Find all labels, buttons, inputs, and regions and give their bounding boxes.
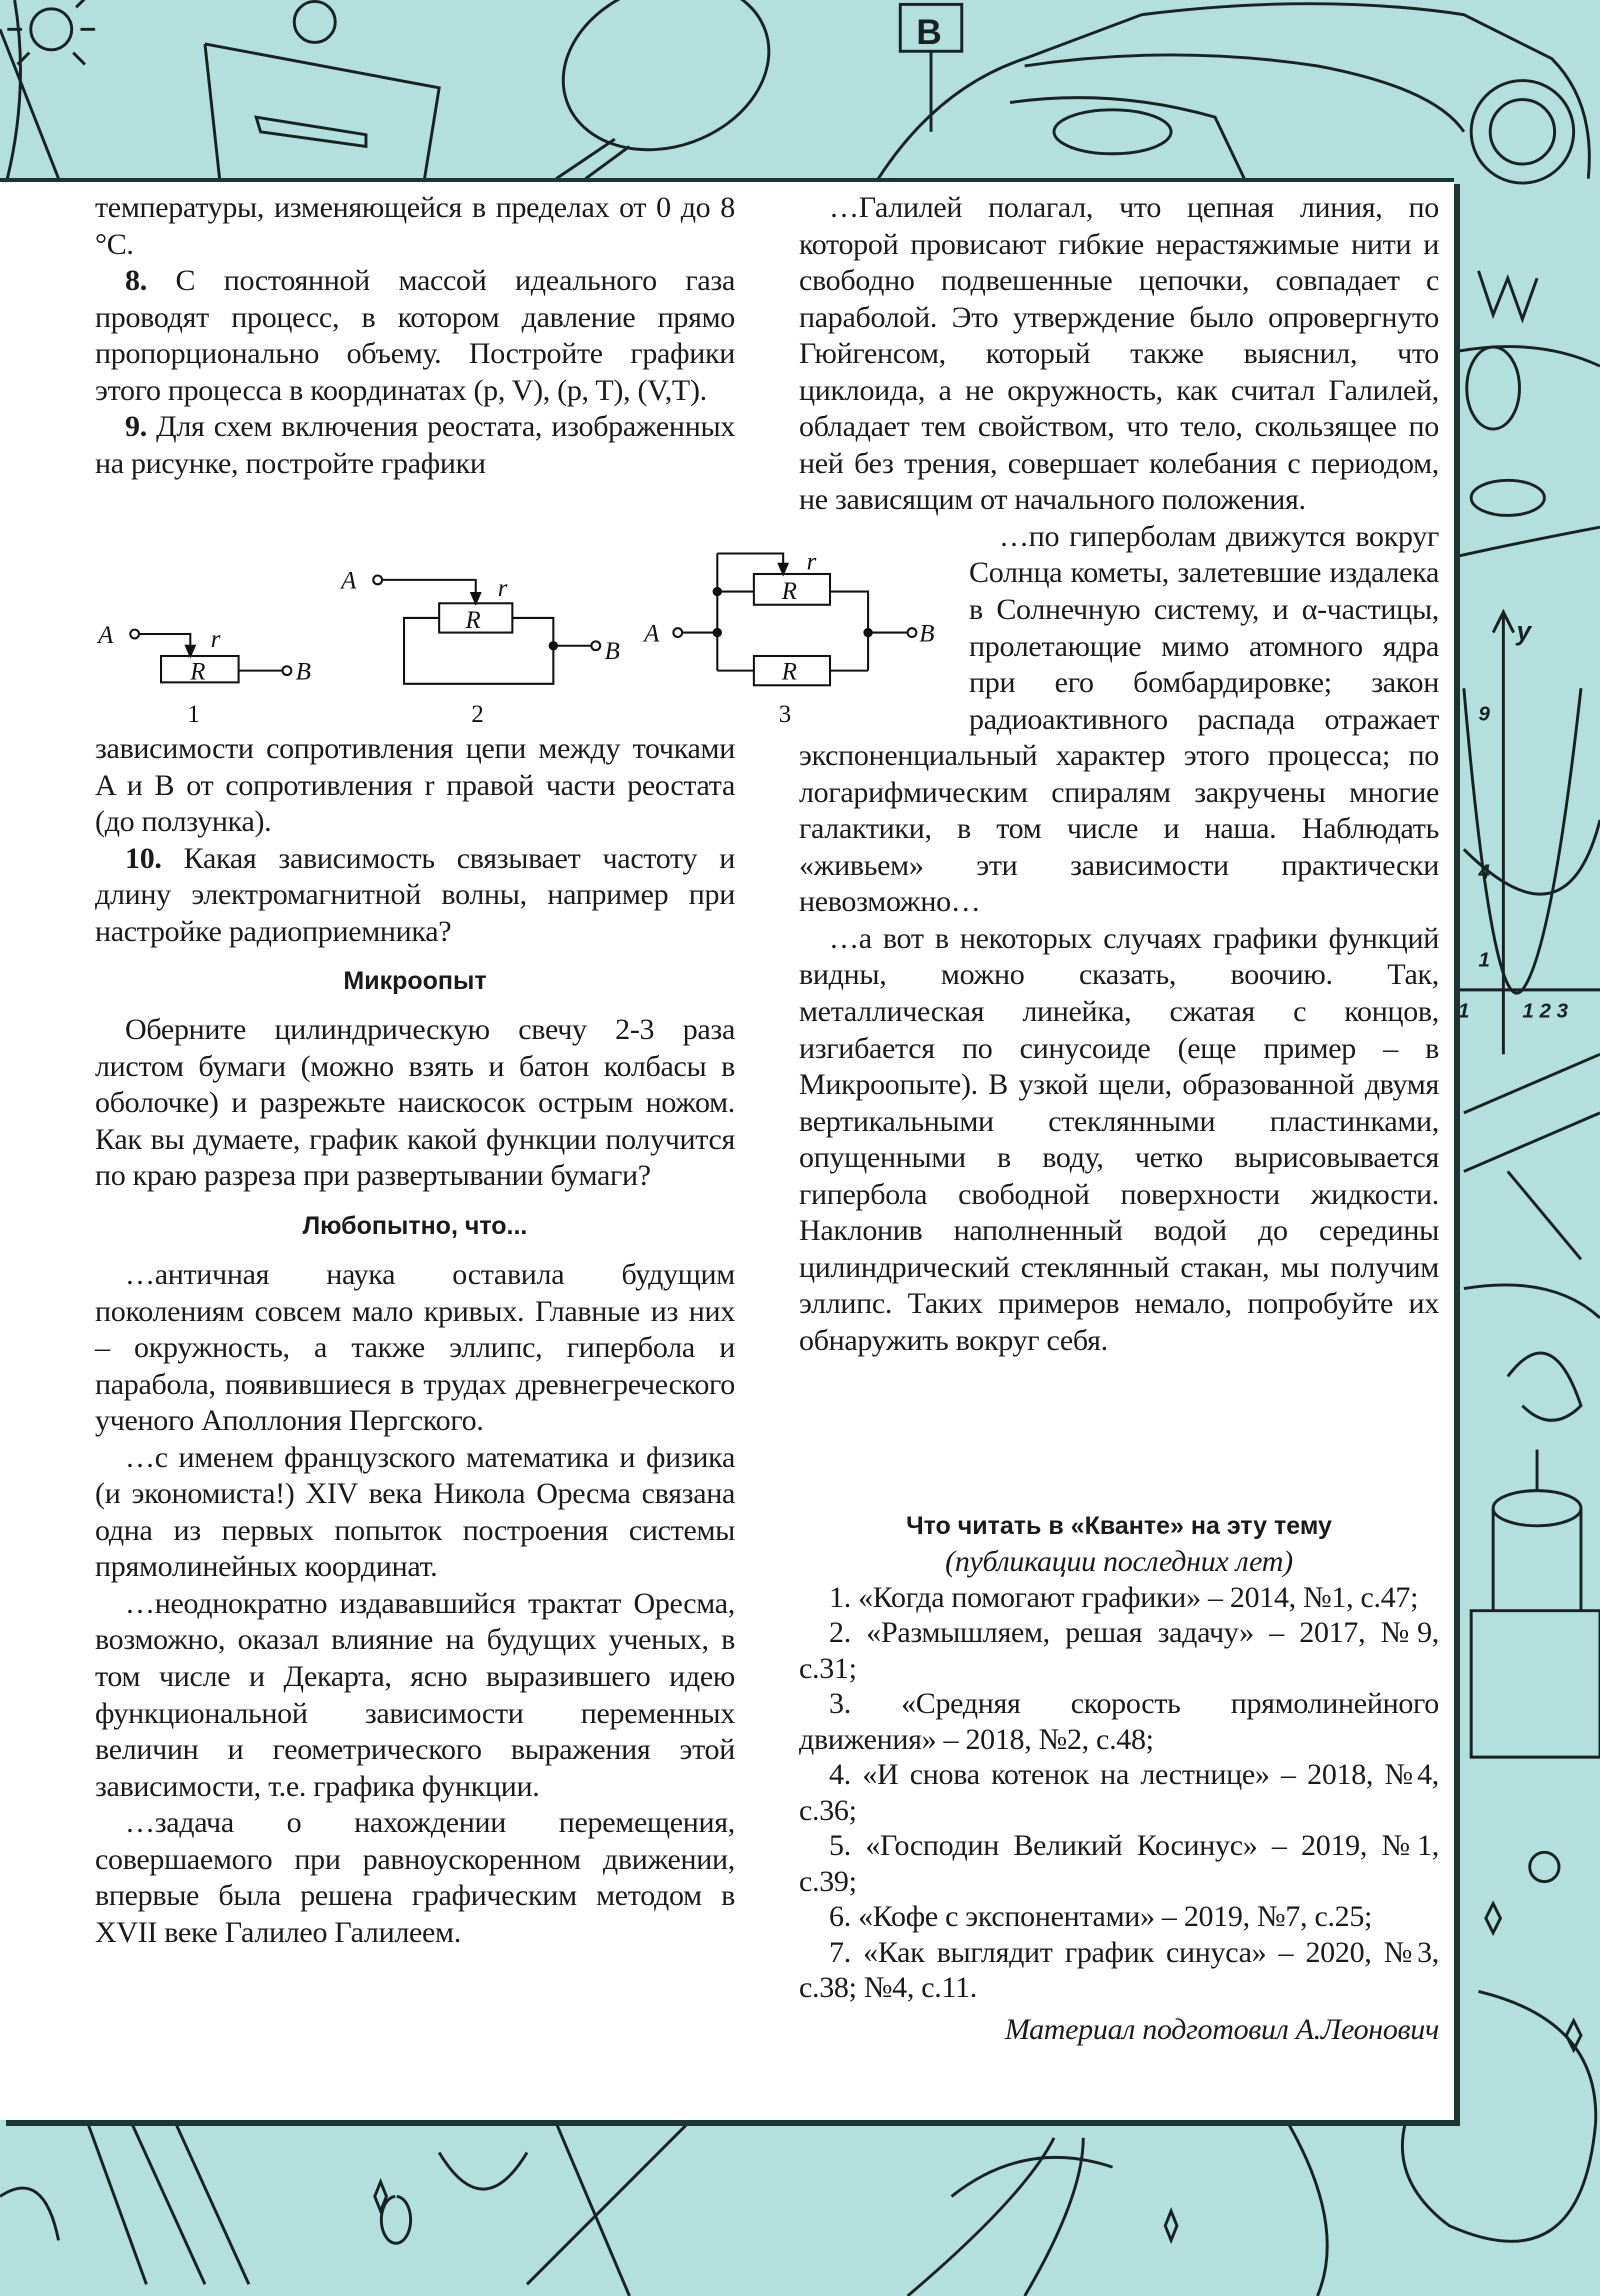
problem-8 xyxy=(95,263,735,409)
circuit-1-label-R: R xyxy=(190,658,206,686)
problem-9 xyxy=(95,409,735,482)
circuit-3-label-r: r xyxy=(806,548,817,576)
right-column xyxy=(799,190,1439,1360)
graph-doodle xyxy=(1457,612,1600,1054)
problem-text: Какая зависимость связывает частоту и длину электромагнитной волны, например при настройке радиоприемника? xyxy=(95,841,735,948)
left-column-top xyxy=(95,190,735,482)
bottom-doodles xyxy=(0,2123,1327,2296)
scroll-doodle xyxy=(1457,347,1600,557)
paragraph: температуры, изменяющейся в пределах от 0 до 8 °C. xyxy=(95,191,735,261)
circuit-3-label-a: A xyxy=(644,620,660,648)
curious-paragraph: …с именем французского математика и физика (и экономиста!) XIV века Никола Оресма связана одна из первых попыток построения системы прямолинейных координат. xyxy=(95,1440,735,1584)
candle-doodle xyxy=(1471,1450,1600,1758)
paddle-doodle xyxy=(539,0,792,179)
circuit-3-label-R2: R xyxy=(781,658,797,686)
circuit-2-label-a: A xyxy=(341,567,357,595)
problem-text: С постоянной массой идеального газа проводят процесс, в котором давление прямо пропорционально объему. Постройте графики этого процесса в координатах (p, V), (p, T), (V,T). xyxy=(95,264,735,407)
author-signature: Материал подготовил А.Леонович xyxy=(1004,2013,1439,2046)
graph-label-9: 9 xyxy=(1478,702,1490,726)
curious-paragraph: …античная наука оставила будущим поколениям совсем мало кривых. Главные из них – окружность, а также эллипс, гипербола и парабола, появившиеся в трудах древнегреческого ученого Аполлония Пергского. xyxy=(95,1258,735,1438)
curious-paragraph: …по гиперболам движутся вокруг Солнца кометы, залетевшие издалека в Солнечную систему, и α-частицы, пролетающие мимо атомного ядра при его бомбардировке; закон радиоактивного распада отражает экспоненциальный характер этого процесса; по логарифмическим спиралям закручены многие галактики, в том числе и наша. Наблюдать «живьем» эти зависимости практически невозможно… xyxy=(799,519,1439,919)
ruler-doodle xyxy=(1464,1054,1600,1259)
paragraph: зависимости сопротивления цепи между точками A и B от сопротивления r правой части реостата (до ползунка). xyxy=(95,732,735,839)
section-heading-curious: Любопытно, что... xyxy=(302,1212,528,1241)
reading-item: 1. «Когда помогают графики» – 2014, №1, с.47; xyxy=(829,1580,1419,1614)
problem-number: 8. xyxy=(125,264,147,298)
circuit-2-label-R: R xyxy=(465,607,481,635)
tabletennis-table-doodle xyxy=(0,0,439,179)
circuit-1-label-b: B xyxy=(295,658,311,686)
left-column-bottom xyxy=(95,731,735,1951)
graph-label-1: 1 xyxy=(1478,948,1490,972)
circuit-3-label-R1: R xyxy=(781,577,797,605)
graph-label-y: y xyxy=(1516,615,1532,646)
circuit-2-caption: 2 xyxy=(471,700,484,728)
graph-label-x1: 1 xyxy=(1458,999,1470,1023)
paper-roll-doodle xyxy=(1464,1285,1600,1420)
reading-heading: Что читать в «Кванте» на эту тему xyxy=(906,1512,1332,1540)
problem-10 xyxy=(95,841,735,951)
leaf-doodle xyxy=(1478,271,1537,319)
circuit-3-label-b: B xyxy=(919,620,935,648)
circuit-1-label-a: A xyxy=(98,621,114,649)
problem-number: 10. xyxy=(125,841,162,875)
curious-paragraph: …неоднократно издававшийся трактат Оресма, возможно, оказал влияние на будущих ученых, в том числе и Декарта, ясно выразившего идею функциональной зависимости переменных величин и геометрического выражения этой зависимости, т.е. графика функции. xyxy=(95,1586,735,1803)
car-doodle xyxy=(878,4,1589,183)
reading-item: 3. «Средняя скорость прямолинейного движения» – 2018, №2, с.48; xyxy=(799,1687,1439,1756)
problem-number: 9. xyxy=(125,410,147,444)
reading-item: 5. «Господин Великий Косинус» – 2019, №1, с.39; xyxy=(799,1829,1439,1898)
ball-doodle xyxy=(294,1,335,42)
section-heading-microexperiment: Микроопыт xyxy=(343,967,487,996)
graph-label-x123: 1 2 3 xyxy=(1522,999,1568,1023)
reading-item: 2. «Размышляем, решая задачу» – 2017, №9, с.31; xyxy=(799,1616,1439,1685)
circuit-3-caption: 3 xyxy=(778,700,792,728)
reading-list xyxy=(799,1508,1439,2006)
circuit-1-label-r: r xyxy=(210,626,221,654)
curious-paragraph: …а вот в некоторых случаях графики функций видны, можно сказать, воочию. Так, металлическая линейка, сжатая с концов, изгибается по синусоиде (еще пример – в Микроопыте). В узкой щели, образованной двумя вертикальными стеклянными пластинками, опущенными в воду, четко вырисовывается гипербола свободной поверхности жидкости. Наклонив наполненный водой до середины цилиндрический стеклянный стакан, мы получим эллипс. Таких примеров немало, попробуйте их обнаружить вокруг себя. xyxy=(799,921,1439,1357)
reading-item: 6. «Кофе с экспонентами» – 2019, №7, с.25; xyxy=(829,1900,1373,1933)
curious-paragraph: …задача о нахождении перемещения, совершаемого при равноускоренном движении, впервые была решена графическим методом в XVII веке Галилео Галилеем. xyxy=(95,1806,735,1949)
sign-letter: B xyxy=(916,12,942,52)
reading-item: 7. «Как выглядит график синуса» – 2020, №3, с.38; №4, с.11. xyxy=(799,1935,1439,2004)
circuit-2-label-r: r xyxy=(497,574,508,602)
microexperiment-text: Оберните цилиндрическую свечу 2-3 раза листом бумаги (можно взять и батон колбасы в оболочке) и разрежьте наискосок острым ножом. Как вы думаете, график какой функции получится по краю разреза при развертывании бумаги? xyxy=(95,1013,735,1193)
coin-doodle xyxy=(1471,480,1544,515)
circuit-1-caption: 1 xyxy=(187,700,200,728)
problem-text: Для схем включения реостата, изображенных на рисунке, постройте графики xyxy=(95,410,736,480)
reading-subtitle: (публикации последних лет) xyxy=(945,1545,1293,1578)
graph-label-4: 4 xyxy=(1478,860,1490,884)
curious-paragraph: …Галилей полагал, что цепная линия, по которой провисают гибкие нерастяжимые нити и свободно подвешенные цепочки, совпадает с параболой. Это утверждение было опровергнуто Гюйгенсом, который также выяснил, что циклоида, а не окружность, как считал Галилей, обладает тем свойством, что тело, скользящее по ней без трения, совершает колебания с периодом, не зависящим от начального положения. xyxy=(799,191,1439,517)
circuit-2-label-b: B xyxy=(604,637,620,665)
reading-item: 4. «И снова котенок на лестнице» – 2018, №4, с.36; xyxy=(799,1758,1439,1827)
